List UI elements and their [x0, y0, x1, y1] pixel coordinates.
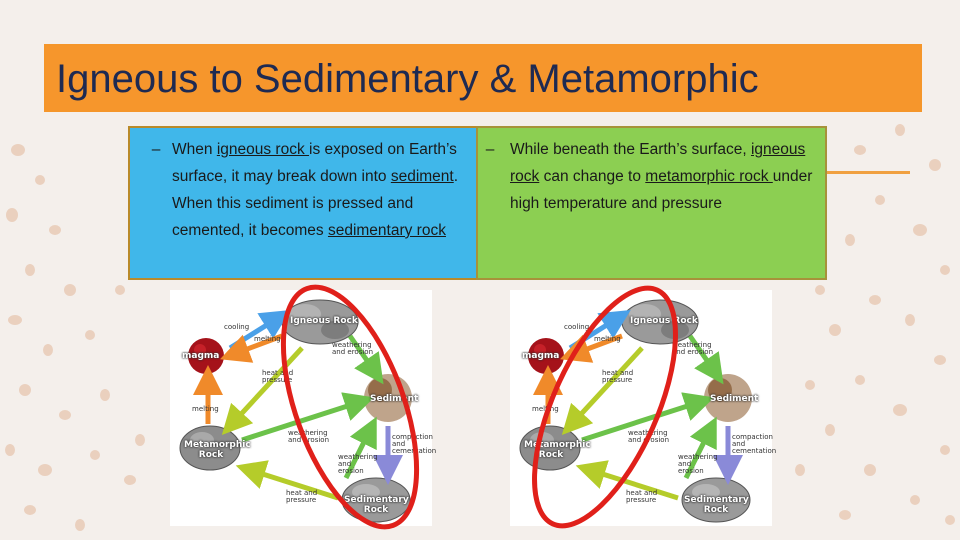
left-bullet: – — [151, 141, 161, 158]
metamorphic-rock-label: Metamorphic Rock — [184, 440, 251, 460]
label-weathering-mid: weathering and erosion — [288, 429, 330, 444]
left-text-part: When — [172, 141, 217, 158]
label-heat-bottom: heat and pressure — [626, 489, 658, 504]
label-weathering-bottom: weathering and erosion — [338, 453, 378, 475]
right-bullet: – — [485, 141, 495, 158]
sedimentary-rock-label: Sedimentary Rock — [344, 495, 409, 515]
left-text-part: igneous rock — [216, 141, 310, 158]
label-compaction: compaction and cementation — [732, 433, 777, 455]
right-paragraph — [510, 136, 817, 217]
sediment-label: Sediment — [370, 394, 419, 404]
title-inner — [46, 46, 920, 110]
highlight-ring-left — [260, 276, 440, 538]
left-paragraph — [172, 136, 469, 244]
sediment-label: Sediment — [710, 394, 759, 404]
highlight-ring-right — [510, 276, 700, 538]
left-text-part: . When this sediment is pressed and cemented, it becomes — [172, 168, 459, 239]
sedimentary-rock-label: Sedimentary Rock — [684, 495, 749, 515]
metamorphic-rock-label: Metamorphic Rock — [524, 440, 591, 460]
magma-label: magma — [522, 351, 560, 361]
magma-label: magma — [182, 351, 220, 361]
right-text-part: metamorphic rock — [645, 168, 773, 185]
slide-title: Igneous to Sedimentary & Metamorphic — [56, 57, 759, 101]
igneous-rock-label: Igneous Rock — [630, 316, 698, 326]
right-text-box — [476, 126, 827, 280]
label-melting-top: melting — [594, 335, 621, 343]
label-heat-left: heat and pressure — [262, 369, 294, 384]
label-weathering-top: weathering and erosion — [332, 341, 374, 356]
label-heat-bottom: heat and pressure — [286, 489, 318, 504]
left-text-part: sediment — [390, 168, 454, 185]
left-text-part: is exposed on Earth’s surface, it may break down into — [172, 141, 457, 185]
label-weathering-bottom: weathering and erosion — [678, 453, 718, 475]
igneous-rock-label: Igneous Rock — [290, 316, 358, 326]
right-text-part: igneous rock — [510, 141, 806, 185]
label-cooling: cooling — [224, 323, 250, 331]
left-text-part: sedimentary rock — [327, 222, 446, 239]
label-cooling: cooling — [564, 323, 590, 331]
left-text-box — [128, 126, 479, 280]
right-text-part: While beneath the Earth’s surface, — [510, 141, 751, 158]
label-heat-left: heat and pressure — [602, 369, 634, 384]
label-melting-left: melting — [532, 405, 559, 413]
label-compaction: compaction and cementation — [392, 433, 437, 455]
right-text-part: under high temperature and pressure — [510, 168, 813, 212]
label-melting-left: melting — [192, 405, 219, 413]
label-weathering-mid: weathering and erosion — [628, 429, 670, 444]
label-weathering-top: weathering and erosion — [672, 341, 714, 356]
title-bar — [44, 44, 922, 112]
label-melting-top: melting — [254, 335, 281, 343]
right-text-part: can change to — [539, 168, 646, 185]
